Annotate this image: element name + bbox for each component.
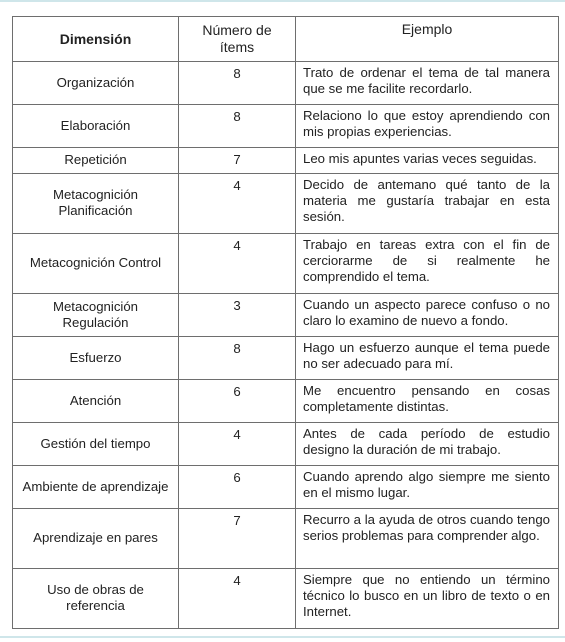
items-cell: 7 [179, 509, 296, 569]
example-cell: Me encuentro pensando en cosas completamente distintas. [296, 380, 559, 423]
table-row [13, 105, 559, 148]
example-cell: Antes de cada período de estudio designo la duración de mi trabajo. [296, 423, 559, 466]
table-row [13, 337, 559, 380]
dimension-cell: Aprendizaje en pares [13, 509, 179, 569]
items-cell: 7 [179, 148, 296, 174]
dimension-cell: Gestión del tiempo [13, 423, 179, 466]
example-cell: Hago un esfuerzo aunque el tema puede no ser adecuado para mí. [296, 337, 559, 380]
dimension-cell: Elaboración [13, 105, 179, 148]
table-row [13, 509, 559, 569]
items-cell: 6 [179, 380, 296, 423]
example-cell: Siempre que no entiendo un término técnico lo busco en un libro de texto o en Internet. [296, 569, 559, 629]
example-cell: Trato de ordenar el tema de tal manera que se me facilite recordarlo. [296, 62, 559, 105]
dimension-cell: Repetición [13, 148, 179, 174]
table-row [13, 234, 559, 294]
table-row [13, 174, 559, 234]
table-row [13, 62, 559, 105]
table-row [13, 423, 559, 466]
header-items: Número de ítems [179, 17, 296, 62]
items-cell: 4 [179, 234, 296, 294]
items-cell: 8 [179, 337, 296, 380]
table-row [13, 466, 559, 509]
header-example: Ejemplo [296, 17, 559, 62]
items-cell: 4 [179, 423, 296, 466]
dimension-cell: Metacognición Regulación [13, 294, 179, 337]
table-row [13, 148, 559, 174]
example-cell: Recurro a la ayuda de otros cuando tengo serios problemas para comprender algo. [296, 509, 559, 569]
dimension-cell: Ambiente de aprendizaje [13, 466, 179, 509]
items-cell: 8 [179, 62, 296, 105]
example-cell: Cuando aprendo algo siempre me siento en el mismo lugar. [296, 466, 559, 509]
dimension-cell: Atención [13, 380, 179, 423]
items-cell: 3 [179, 294, 296, 337]
bottom-rule [0, 636, 565, 638]
items-cell: 4 [179, 569, 296, 629]
header-row [13, 17, 559, 62]
dimension-cell: Metacognición Control [13, 234, 179, 294]
table-row [13, 294, 559, 337]
learning-strategies-table [12, 16, 559, 629]
dimension-cell: Metacognición Planificación [13, 174, 179, 234]
table-row [13, 380, 559, 423]
example-cell: Relaciono lo que estoy aprendiendo con mis propias experiencias. [296, 105, 559, 148]
items-cell: 8 [179, 105, 296, 148]
items-cell: 6 [179, 466, 296, 509]
header-dimension: Dimensión [13, 17, 179, 62]
example-cell: Decido de antemano qué tanto de la materia me gustaría trabajar en esta sesión. [296, 174, 559, 234]
dimension-cell: Uso de obras de referencia [13, 569, 179, 629]
dimension-cell: Organización [13, 62, 179, 105]
example-cell: Cuando un aspecto parece confuso o no claro lo examino de nuevo a fondo. [296, 294, 559, 337]
example-cell: Trabajo en tareas extra con el fin de cerciorarme de si realmente he comprendido el tema. [296, 234, 559, 294]
example-cell: Leo mis apuntes varias veces seguidas. [296, 148, 559, 174]
table-row [13, 569, 559, 629]
dimension-cell: Esfuerzo [13, 337, 179, 380]
items-cell: 4 [179, 174, 296, 234]
top-rule [0, 0, 565, 2]
